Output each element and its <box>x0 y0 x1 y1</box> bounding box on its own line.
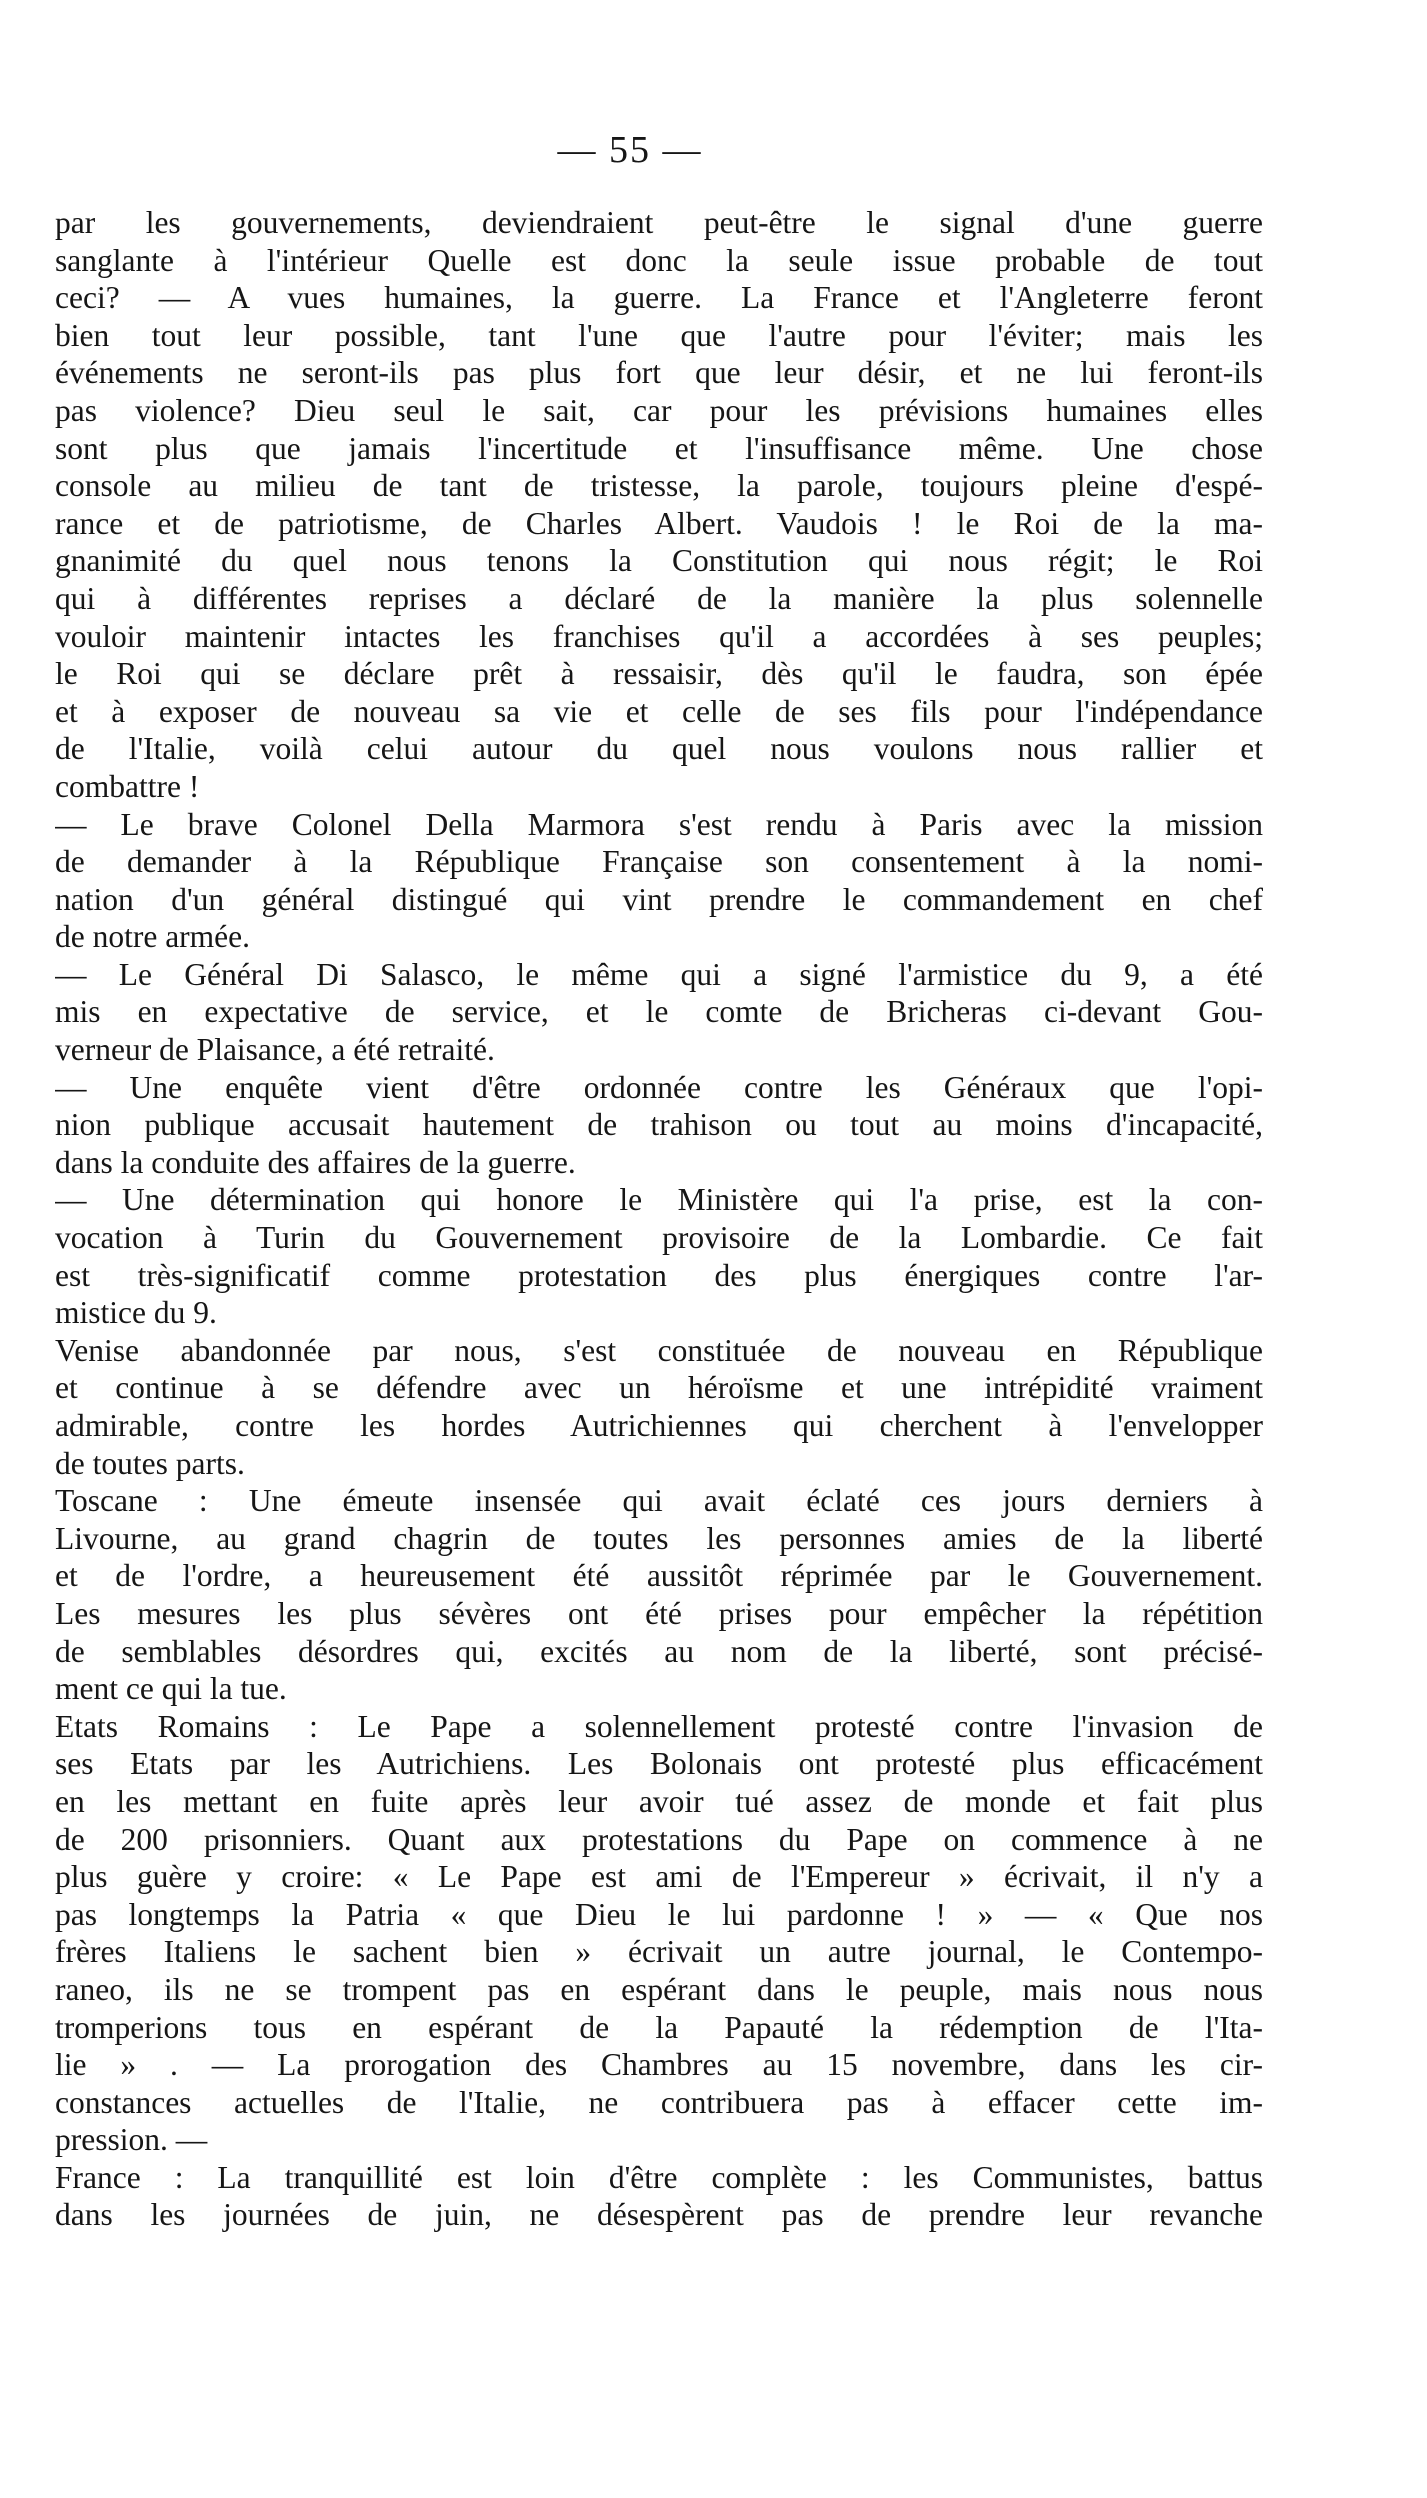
body-text <box>55 204 1263 2234</box>
text-line: bien tout leur possible, tant l'une que l'autre pour l'éviter; mais les <box>55 317 1263 353</box>
text-line: par les gouvernements, deviendraient peut-être le signal d'une guerre <box>55 205 1263 240</box>
text-line: Etats Romains : Le Pape a solennellement protesté contre l'invasion de <box>55 1708 1263 1744</box>
text-line: pas longtemps la Patria « que Dieu le lui pardonne ! » — « Que nos <box>55 1896 1263 1932</box>
text-line: ses Etats par les Autrichiens. Les Bolonais ont protesté plus efficacément <box>55 1746 1263 1782</box>
text-line: Livourne, au grand chagrin de toutes les personnes amies de la liberté <box>55 1520 1263 1556</box>
text-line: de demander à la République Française son consentement à la nomi- <box>55 844 1263 880</box>
text-line: ment ce qui la tue. <box>55 1671 287 1707</box>
text-line: ceci? — A vues humaines, la guerre. La France et l'Angleterre feront <box>55 280 1263 316</box>
text-line: nion publique accusait hautement de trahison ou tout au moins d'incapacité, <box>55 1107 1263 1143</box>
text-line: tromperions tous en espérant de la Papauté la rédemption de l'Ita- <box>55 2009 1263 2045</box>
text-line: lie » . — La prorogation des Chambres au 15 novembre, dans les cir- <box>55 2047 1263 2083</box>
text-line: de l'Italie, voilà celui autour du quel nous voulons nous rallier et <box>55 731 1263 767</box>
text-line: — Une détermination qui honore le Ministère qui l'a prise, est la con- <box>55 1182 1263 1218</box>
text-line: dans la conduite des affaires de la guerre. <box>55 1144 576 1180</box>
text-line: frères Italiens le sachent bien » écrivait un autre journal, le Contempo- <box>55 1934 1263 1970</box>
text-line: rance et de patriotisme, de Charles Albert. Vaudois ! le Roi de la ma- <box>55 505 1263 541</box>
text-line: sont plus que jamais l'incertitude et l'insuffisance même. Une chose <box>55 430 1263 466</box>
page-number: — 55 — <box>557 129 703 171</box>
text-line: le Roi qui se déclare prêt à ressaisir, dès qu'il le faudra, son épée <box>55 656 1263 692</box>
text-line: événements ne seront-ils pas plus fort que leur désir, et ne lui feront-ils <box>55 355 1263 391</box>
text-line: — Une enquête vient d'être ordonnée contre les Généraux que l'opi- <box>55 1069 1263 1105</box>
text-line: et à exposer de nouveau sa vie et celle de ses fils pour l'indépendance <box>55 693 1263 729</box>
text-line: Venise abandonnée par nous, s'est constituée de nouveau en République <box>55 1332 1263 1368</box>
text-line: mis en expectative de service, et le comte de Bricheras ci-devant Gou- <box>55 994 1263 1030</box>
text-line: raneo, ils ne se trompent pas en espérant dans le peuple, mais nous nous <box>55 1971 1263 2007</box>
text-line: dans les journées de juin, ne désespèrent pas de prendre leur revanche <box>55 2197 1263 2233</box>
text-line: console au milieu de tant de tristesse, la parole, toujours pleine d'espé- <box>55 468 1263 504</box>
text-line: et continue à se défendre avec un héroïsme et une intrépidité vraiment <box>55 1370 1263 1406</box>
text-line: nation d'un général distingué qui vint prendre le commandement en chef <box>55 881 1263 917</box>
text-line: gnanimité du quel nous tenons la Constitution qui nous régit; le Roi <box>55 543 1263 579</box>
text-line: de notre armée. <box>55 919 251 955</box>
text-line: de toutes parts. <box>55 1445 245 1481</box>
text-line: plus guère y croire: « Le Pape est ami de l'Empereur » écrivait, il n'y a <box>55 1859 1263 1895</box>
text-line: et de l'ordre, a heureusement été aussitôt réprimée par le Gouvernement. <box>55 1558 1263 1594</box>
text-line: — Le Général Di Salasco, le même qui a signé l'armistice du 9, a été <box>55 956 1263 992</box>
text-line: vocation à Turin du Gouvernement provisoire de la Lombardie. Ce fait <box>55 1220 1263 1256</box>
text-line: constances actuelles de l'Italie, ne contribuera pas à effacer cette im- <box>55 2084 1263 2120</box>
text-line: France : La tranquillité est loin d'être complète : les Communistes, battus <box>55 2159 1263 2195</box>
text-line: combattre ! <box>55 768 200 804</box>
text-line: de semblables désordres qui, excités au nom de la liberté, sont précisé- <box>55 1633 1263 1669</box>
text-line: pression. — <box>55 2122 208 2158</box>
text-line: Les mesures les plus sévères ont été prises pour empêcher la répétition <box>55 1595 1263 1631</box>
text-line: verneur de Plaisance, a été retraité. <box>55 1032 495 1068</box>
text-line: mistice du 9. <box>55 1295 217 1331</box>
text-line: est très-significatif comme protestation des plus énergiques contre l'ar- <box>55 1257 1263 1293</box>
text-line: en les mettant en fuite après leur avoir tué assez de monde et fait plus <box>55 1783 1263 1819</box>
text-line: qui à différentes reprises a déclaré de la manière la plus solennelle <box>55 580 1263 616</box>
text-line: vouloir maintenir intactes les franchises qu'il a accordées à ses peuples; <box>55 618 1263 654</box>
text-line: pas violence? Dieu seul le sait, car pour les prévisions humaines elles <box>55 392 1263 428</box>
text-line: sanglante à l'intérieur Quelle est donc la seule issue probable de tout <box>55 242 1263 278</box>
text-line: — Le brave Colonel Della Marmora s'est rendu à Paris avec la mission <box>55 806 1263 842</box>
text-line: admirable, contre les hordes Autrichiennes qui cherchent à l'envelopper <box>55 1408 1263 1443</box>
text-line: Toscane : Une émeute insensée qui avait éclaté ces jours derniers à <box>55 1483 1263 1519</box>
text-line: de 200 prisonniers. Quant aux protestations du Pape on commence à ne <box>55 1821 1263 1857</box>
